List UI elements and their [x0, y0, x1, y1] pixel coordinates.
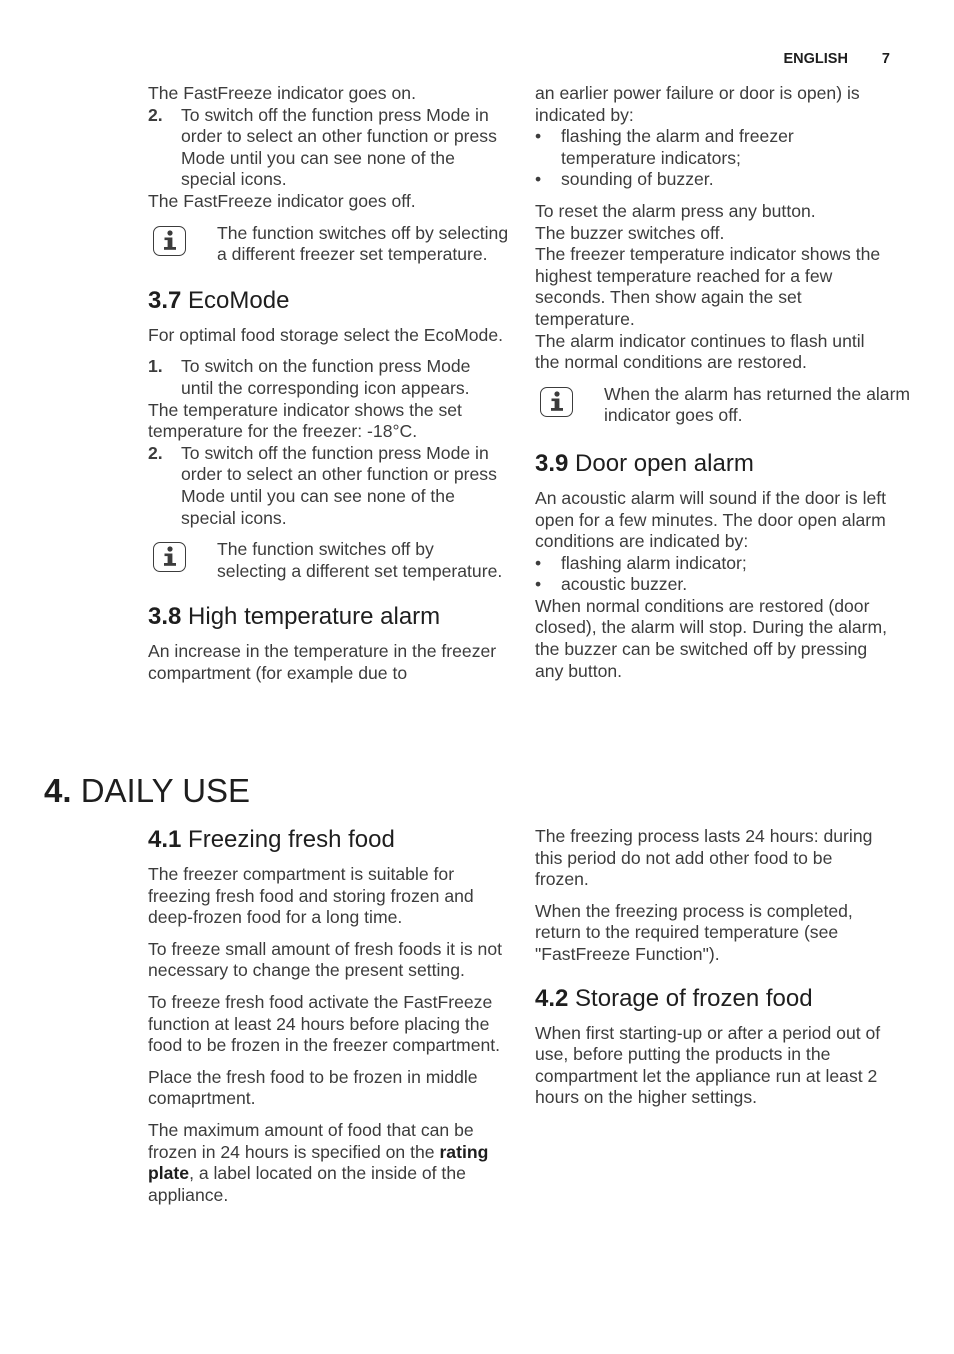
numbered-step — [148, 443, 503, 529]
paragraph: When first starting-up or after a period out of use, before putting the products in the compartment let the appliance run at least 2 hours on the higher settings. — [535, 1022, 881, 1108]
paragraph: The alarm indicator continues to flash until the normal conditions are restored. — [535, 330, 865, 373]
note-text: When the alarm has returned the alarm indicator goes off. — [604, 383, 911, 426]
paragraph: The buzzer switches off. — [535, 222, 725, 243]
info-icon — [540, 387, 573, 417]
info-note — [535, 384, 919, 427]
numbered-step — [148, 105, 503, 191]
header-language: ENGLISH — [783, 51, 848, 67]
paragraph: To freeze small amount of fresh foods it is not necessary to change the present setting. — [148, 938, 502, 981]
bottom-left-column — [148, 826, 503, 1206]
paragraph: For optimal food storage select the EcoMode. — [148, 324, 503, 345]
note-text: The function switches off by selecting a different freezer set temperature. — [217, 222, 509, 265]
paragraph: Place the fresh food to be frozen in middle comaprtment. — [148, 1066, 478, 1109]
bottom-right-column — [535, 826, 890, 1109]
paragraph: The freezer temperature indicator shows the highest temperature reached for a few seconds. Then show again the set temperature. — [535, 244, 881, 329]
info-note — [148, 539, 507, 582]
bullet-item: • sounding of buzzer. — [535, 169, 714, 190]
paragraph: The temperature indicator shows the set temperature for the freezer: -18°C. — [148, 399, 462, 442]
top-left-column — [148, 83, 509, 684]
step-number: 1. — [148, 356, 163, 377]
step-text: To switch off the function press Mode in order to select an other function or press Mode until you can see none of the special icons. — [181, 104, 497, 190]
paragraph: The freezer compartment is suitable for freezing fresh food and storing frozen and deep-frozen food for a long time. — [148, 864, 474, 928]
paragraph: The FastFreeze indicator goes off. — [148, 190, 416, 211]
section-heading-4-1: 4.1 Freezing fresh food — [148, 826, 395, 853]
paragraph: The FastFreeze indicator goes on. — [148, 83, 416, 103]
paragraph: When the freezing process is completed, return to the required temperature (see "FastFreeze Function"). — [535, 900, 853, 964]
paragraph: The freezing process lasts 24 hours: during this period do not add other food to be frozen. — [535, 826, 873, 890]
step-number: 2. — [148, 104, 163, 125]
section-heading-3-7: 3.7 EcoMode — [148, 286, 290, 314]
paragraph: An increase in the temperature in the freezer compartment (for example due to — [148, 641, 497, 683]
top-right-column — [535, 83, 911, 682]
section-heading-3-8: 3.8 High temperature alarm — [148, 603, 441, 631]
bullet-item: • acoustic buzzer. — [535, 574, 688, 595]
section-heading-4-2: 4.2 Storage of frozen food — [535, 984, 813, 1012]
paragraph: When normal conditions are restored (door closed), the alarm will stop. During the alarm, the buzzer can be switched off by pressing any button. — [535, 595, 888, 681]
rating-plate-term: rating plate — [148, 1141, 489, 1184]
chapter-heading: 4. DAILY USE — [44, 772, 251, 809]
paragraph: An acoustic alarm will sound if the door is left open for a few minutes. The door open alarm conditions are indicated by: — [535, 487, 887, 552]
step-text: To switch on the function press Mode until the corresponding icon appears. — [181, 356, 471, 398]
note-text: The function switches off by selecting a different set temperature. — [217, 539, 503, 581]
paragraph: The maximum amount of food that can be frozen in 24 hours is specified on the rating plate, a label located on the inside of the appliance. — [148, 1119, 489, 1205]
page-header — [783, 50, 890, 68]
step-number: 2. — [148, 442, 163, 463]
info-note — [148, 223, 517, 266]
page-number: 7 — [881, 51, 890, 67]
info-icon — [153, 226, 186, 256]
section-heading-3-9: 3.9 Door open alarm — [535, 449, 754, 477]
bullet-item: • flashing the alarm and freezer temperature indicators; — [535, 126, 794, 168]
bullet-item: • flashing alarm indicator; — [535, 552, 747, 573]
numbered-step — [148, 356, 503, 399]
paragraph: To freeze fresh food activate the FastFreeze function at least 24 hours before placing the food to be frozen in the freezer compartment. — [148, 991, 501, 1056]
info-icon — [153, 542, 186, 572]
step-text: To switch off the function press Mode in order to select an other function or press Mode until you can see none of the special icons. — [181, 442, 497, 528]
paragraph: To reset the alarm press any button. — [535, 200, 816, 221]
paragraph: an earlier power failure or door is open) is indicated by: — [535, 83, 860, 125]
